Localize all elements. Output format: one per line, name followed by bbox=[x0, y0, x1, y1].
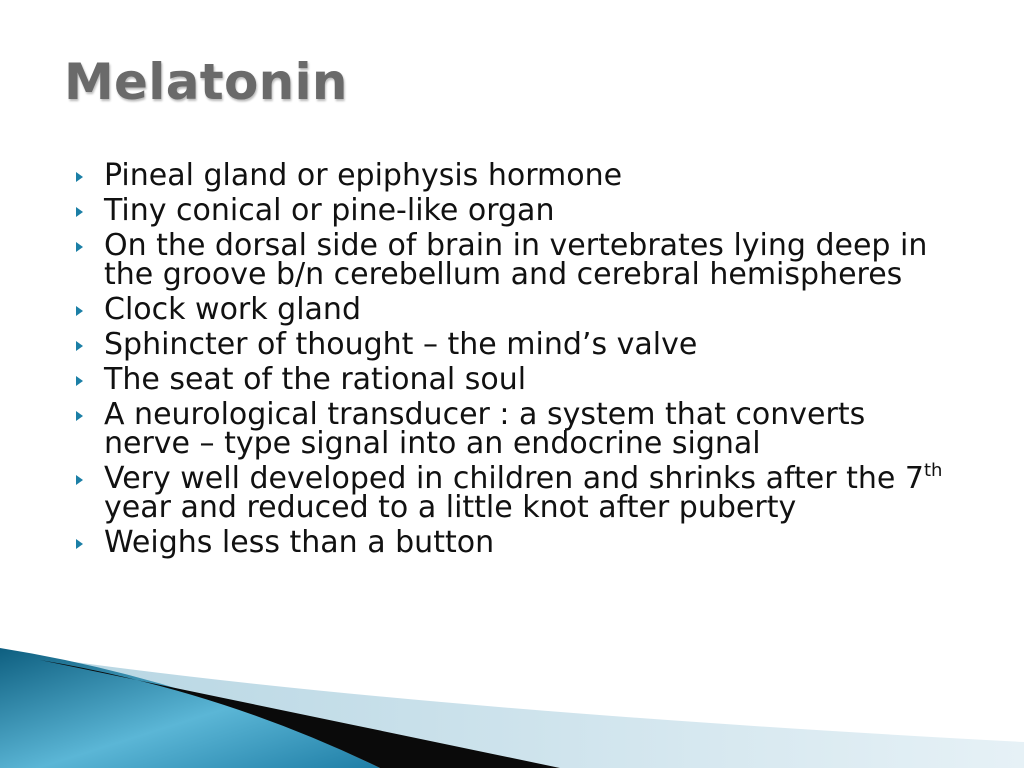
slide-title: Melatonin bbox=[64, 53, 348, 111]
bullet-text: The seat of the rational soul bbox=[104, 362, 527, 397]
bullet-text: A neurological transducer : a system that converts nerve – type signal into an endocrine signal bbox=[104, 397, 866, 461]
bullet-text: Sphincter of thought – the mind’s valve bbox=[104, 327, 698, 362]
bullet-text-before-superscript: Very well developed in children and shrinks after the 7 bbox=[104, 461, 924, 496]
bullet-text: Weighs less than a button bbox=[104, 525, 495, 560]
bullet-text: Pineal gland or epiphysis hormone bbox=[104, 158, 623, 193]
bullet-text-after-superscript: year and reduced to a little knot after puberty bbox=[104, 490, 797, 525]
bullet-text: On the dorsal side of brain in vertebrates lying deep in the groove b/n cerebellum and cerebral hemispheres bbox=[104, 228, 928, 292]
bullet-text: Clock work gland bbox=[104, 292, 361, 327]
ordinal-superscript: th bbox=[923, 460, 943, 481]
bullet-text: Tiny conical or pine-like organ bbox=[104, 193, 555, 228]
